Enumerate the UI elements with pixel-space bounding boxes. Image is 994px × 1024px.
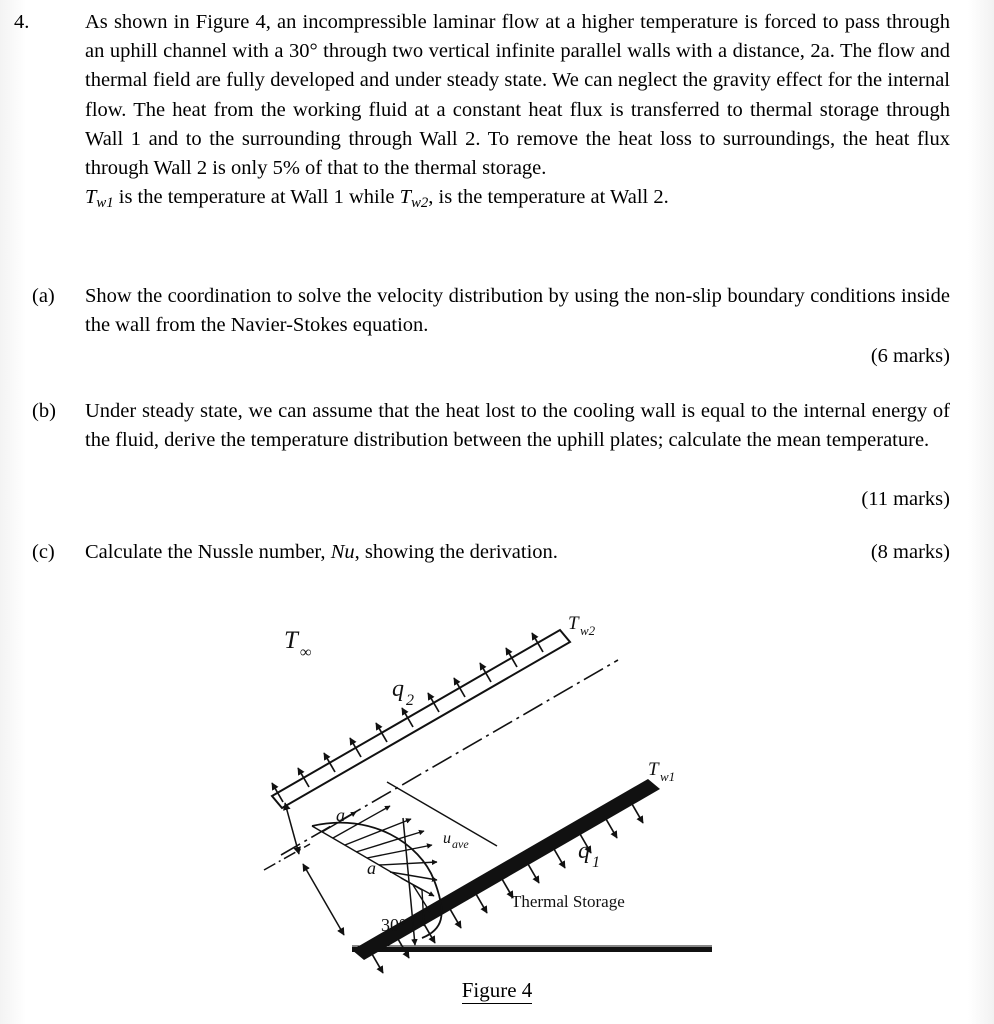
label-tw1-sub: w1 bbox=[660, 769, 676, 784]
part-a-marker: (a) bbox=[32, 285, 55, 307]
part-c-marks: (8 marks) bbox=[870, 541, 950, 563]
part-b-row bbox=[0, 397, 994, 455]
question-tail-pre: is the temperature at Wall 1 while bbox=[113, 186, 400, 209]
symbol-tw2: $T_{w2}$ bbox=[399, 186, 429, 212]
label-q2-base: q bbox=[392, 676, 404, 702]
label-tw1 bbox=[648, 759, 675, 784]
part-c-marker: (c) bbox=[32, 541, 55, 563]
label-tw2-base: T bbox=[568, 613, 579, 634]
part-a-text: Show the coordination to solve the velocity distribution by using the non-slip boundary conditions inside the wall from the Navier-Stokes equation. bbox=[85, 285, 950, 337]
label-u-ave-base: u bbox=[443, 830, 451, 847]
label-t-infinity-sub: ∞ bbox=[300, 644, 312, 661]
label-t-infinity bbox=[284, 627, 311, 661]
dimension-a-upper bbox=[285, 803, 299, 854]
question-paragraph-text: As shown in Figure 4, an incompressible laminar flow at a higher temperature is forced to pass through an uphill channel with a 30° through two vertical infinite parallel walls with a distance, 2a. The flow and thermal field are fully developed and under steady state. We can neglect the gravity effect for the internal flow. The heat from the working fluid at a constant heat flux is transferred to thermal storage through Wall 1 and to the surrounding through Wall 2. To remove the heat loss to surroundings, the heat flux through Wall 2 is only 5% of that to the thermal storage. bbox=[85, 11, 950, 180]
part-c-block bbox=[0, 538, 994, 567]
label-q1-base: q bbox=[578, 838, 590, 864]
label-thermal-storage: Thermal Storage bbox=[511, 892, 625, 911]
label-q1-sub: 1 bbox=[592, 854, 600, 871]
ground-line bbox=[352, 946, 712, 952]
figure-caption bbox=[0, 978, 994, 1003]
label-a-upper: a bbox=[336, 805, 345, 825]
label-a-lower: a bbox=[367, 858, 376, 878]
question-paragraph bbox=[85, 8, 994, 218]
label-q2 bbox=[392, 676, 414, 709]
part-b-text: Under steady state, we can assume that the heat lost to the cooling wall is equal to the internal energy of the fluid, derive the temperature distribution between the uphill plates; calculate the mean temperature. bbox=[85, 400, 950, 452]
part-b-marker: (b) bbox=[32, 400, 56, 422]
label-q2-sub: 2 bbox=[406, 692, 414, 709]
label-tw2 bbox=[568, 613, 596, 638]
part-b-block bbox=[0, 397, 994, 510]
midplane-tick bbox=[264, 844, 310, 870]
part-c-text-post: , showing the derivation. bbox=[354, 541, 558, 563]
part-c-symbol-nu: Nu bbox=[330, 541, 355, 563]
label-q1 bbox=[578, 838, 600, 871]
figure-caption-text: Figure 4 bbox=[461, 978, 533, 1002]
part-c-text bbox=[85, 538, 994, 567]
part-a-block bbox=[0, 282, 994, 367]
part-c-text-pre: Calculate the Nussle number, bbox=[85, 541, 331, 563]
part-b-marks: (11 marks) bbox=[861, 488, 950, 510]
label-u-ave bbox=[443, 830, 469, 851]
label-t-infinity-base: T bbox=[284, 627, 298, 654]
wall-2-surrounding bbox=[272, 630, 570, 808]
figure-4-diagram bbox=[0, 600, 994, 1024]
label-angle-30: 30° bbox=[381, 915, 407, 935]
question-tail-post: , is the temperature at Wall 2. bbox=[428, 186, 669, 209]
symbol-tw1: $T_{w1}$ bbox=[85, 186, 114, 212]
label-tw2-sub: w2 bbox=[580, 623, 596, 638]
label-u-ave-sub: ave bbox=[452, 837, 469, 851]
part-a-row bbox=[0, 282, 994, 340]
dimension-a-lower bbox=[303, 864, 344, 935]
part-a-marks: (6 marks) bbox=[870, 345, 950, 367]
question-4-block bbox=[0, 8, 994, 218]
figure-4-area bbox=[0, 600, 994, 1024]
part-c-row bbox=[0, 538, 994, 567]
question-row bbox=[0, 8, 994, 218]
label-tw1-base: T bbox=[648, 759, 659, 780]
question-number: 4. bbox=[14, 11, 30, 33]
